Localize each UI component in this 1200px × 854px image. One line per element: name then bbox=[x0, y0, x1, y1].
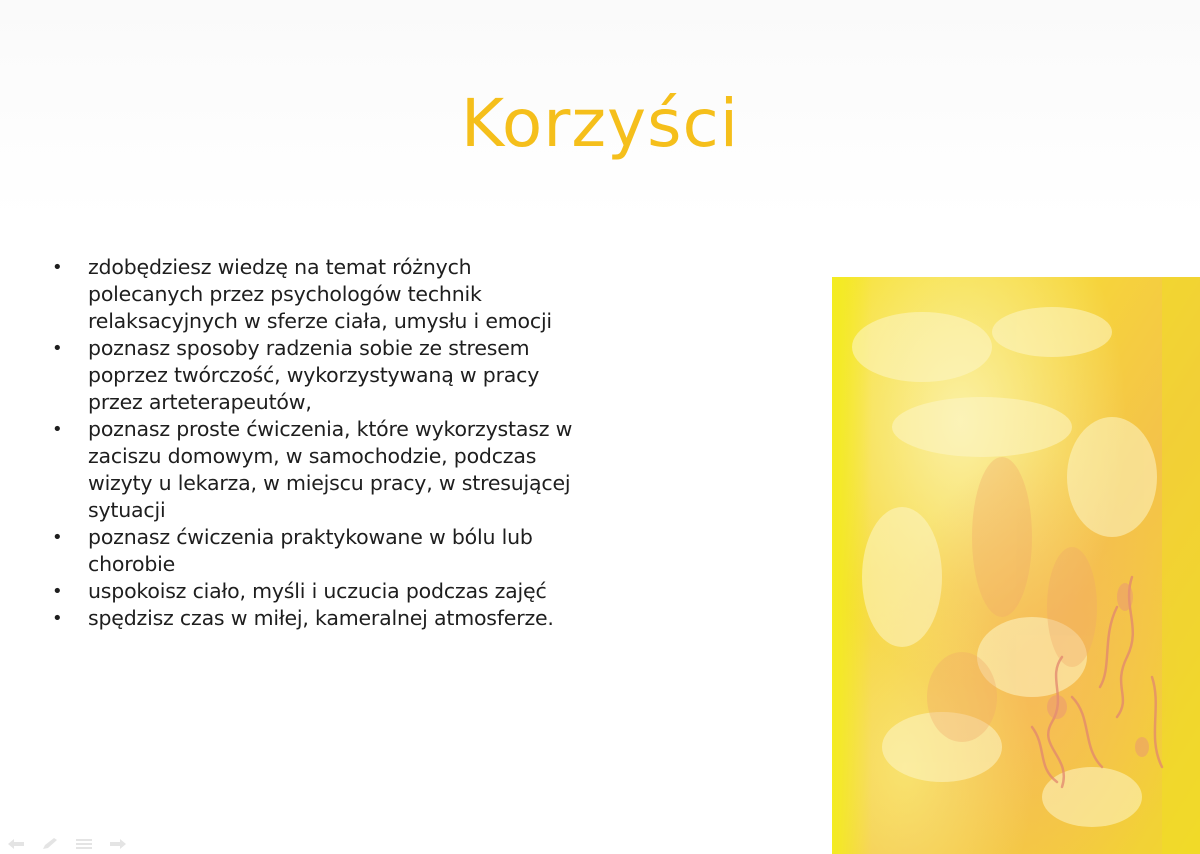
list-item-text: poznasz sposoby radzenia sobie ze stresem poprzez twórczość, wykorzystywaną w pracy przez arteterapeutów, bbox=[88, 336, 540, 414]
menu-icon[interactable] bbox=[74, 836, 94, 852]
list-item-text: uspokoisz ciało, myśli i uczucia podczas zajęć bbox=[88, 579, 547, 603]
list-item-text: spędzisz czas w miłej, kameralnej atmosferze. bbox=[88, 606, 554, 630]
bullet-icon: • bbox=[52, 608, 63, 629]
arrow-right-icon[interactable] bbox=[108, 836, 128, 852]
list-item bbox=[52, 578, 652, 605]
benefits-list bbox=[52, 254, 652, 632]
bullet-icon: • bbox=[52, 527, 63, 548]
yellow-abstract-painting bbox=[832, 277, 1200, 854]
slide-title: Korzyści bbox=[460, 85, 740, 162]
list-item bbox=[52, 524, 652, 578]
slideshow-nav bbox=[6, 836, 128, 852]
list-item bbox=[52, 335, 652, 416]
list-item-text: zdobędziesz wiedzę na temat różnych polecanych przez psychologów technik relaksacyjnych w sferze ciała, umysłu i emocji bbox=[88, 255, 552, 333]
pen-icon[interactable] bbox=[40, 836, 60, 852]
bullet-icon: • bbox=[52, 257, 63, 278]
list-item bbox=[52, 605, 652, 632]
list-item-text: poznasz proste ćwiczenia, które wykorzystasz w zaciszu domowym, w samochodzie, podczas wizyty u lekarza, w miejscu pracy, w stresującej sytuacji bbox=[88, 417, 573, 522]
list-item-text: poznasz ćwiczenia praktykowane w bólu lub chorobie bbox=[88, 525, 533, 576]
bullet-icon: • bbox=[52, 419, 63, 440]
list-item bbox=[52, 254, 652, 335]
bullet-icon: • bbox=[52, 581, 63, 602]
bullet-icon: • bbox=[52, 338, 63, 359]
list-item bbox=[52, 416, 652, 524]
arrow-left-icon[interactable] bbox=[6, 836, 26, 852]
